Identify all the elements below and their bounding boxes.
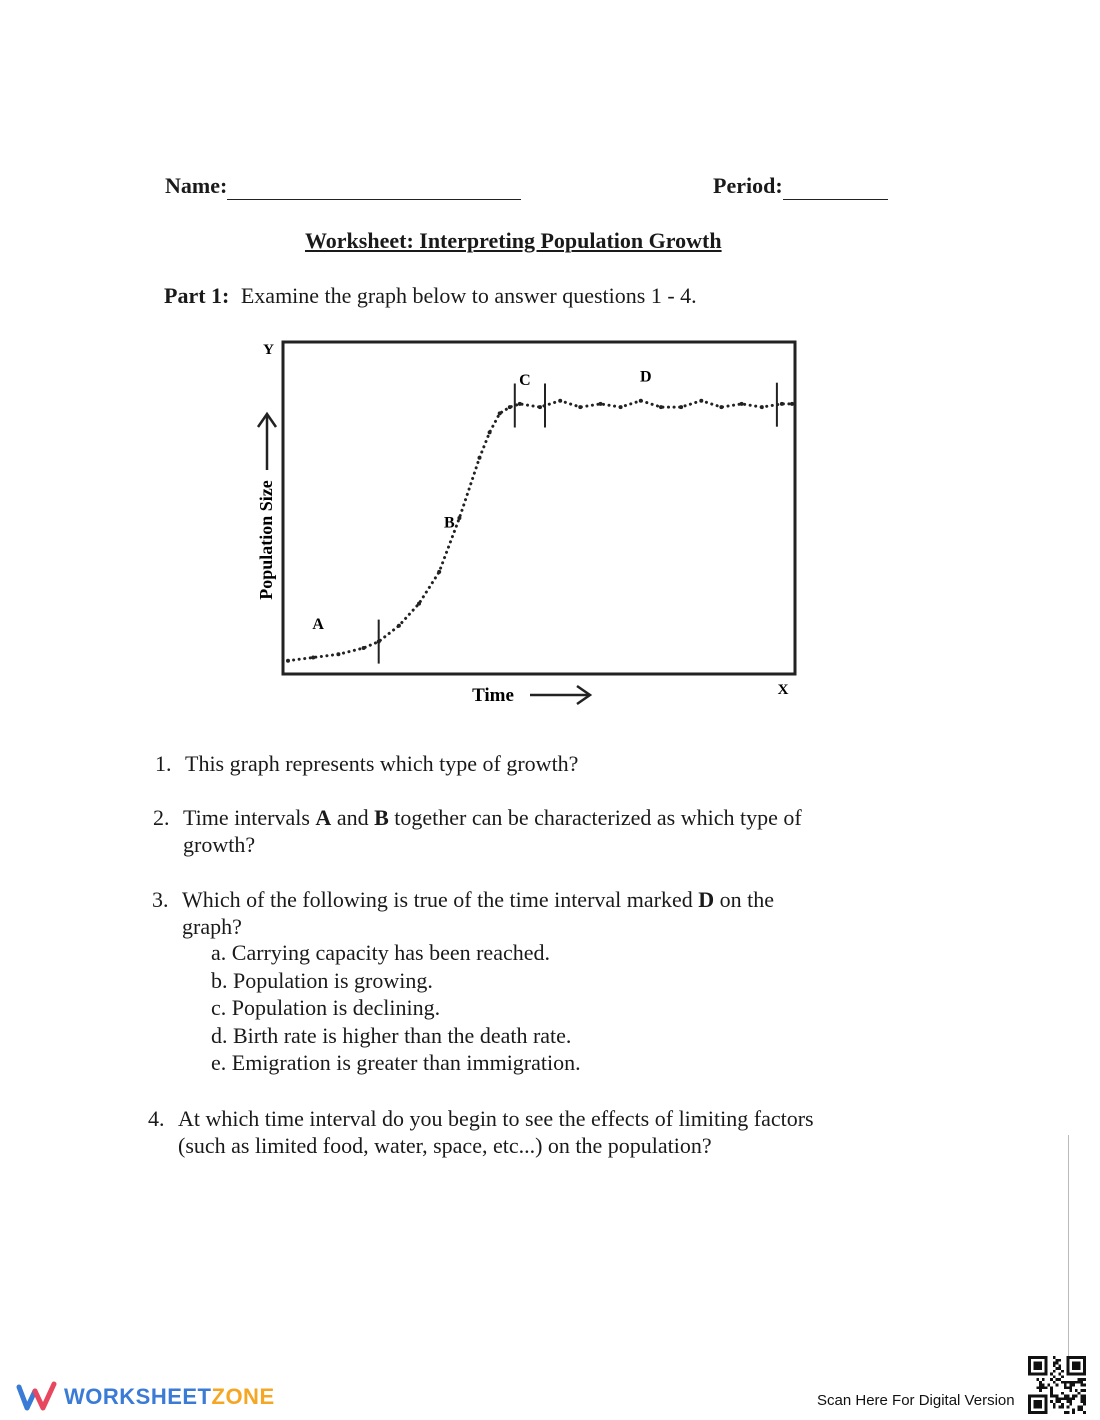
- answer-option: d. Birth rate is higher than the death rate.: [211, 1022, 572, 1048]
- y-axis-title: Population Size: [256, 480, 276, 600]
- qr-module: [1061, 1392, 1064, 1395]
- qr-module: [1083, 1400, 1086, 1403]
- question-3: [152, 886, 872, 942]
- qr-module: [1080, 1378, 1083, 1381]
- question-number: 1.: [155, 751, 172, 776]
- qr-module: [1067, 1397, 1070, 1400]
- qr-module: [1080, 1381, 1083, 1384]
- qr-module: [1058, 1373, 1061, 1376]
- qr-module: [1067, 1381, 1070, 1384]
- qr-module: [1067, 1411, 1070, 1414]
- qr-module: [1053, 1403, 1056, 1406]
- question-text-run: graph?: [182, 914, 242, 939]
- answer-option: e. Emigration is greater than immigration.: [211, 1050, 581, 1075]
- population-curve: [286, 399, 794, 663]
- qr-module: [1045, 1386, 1048, 1389]
- series-line: [288, 401, 792, 661]
- qr-module: [1042, 1378, 1045, 1381]
- qr-module: [1083, 1395, 1086, 1398]
- qr-module: [1050, 1378, 1053, 1381]
- qr-module: [1042, 1384, 1045, 1387]
- scan-margin-line: [1068, 1135, 1069, 1365]
- qr-module: [1056, 1384, 1059, 1387]
- qr-module: [1075, 1389, 1078, 1392]
- qr-module: [1067, 1400, 1070, 1403]
- qr-module: [1053, 1370, 1056, 1373]
- name-blank-line[interactable]: [227, 173, 521, 200]
- qr-module: [1056, 1378, 1059, 1381]
- name-label: Name:: [165, 173, 228, 198]
- x-axis-arrow: [530, 686, 590, 704]
- qr-module: [1036, 1378, 1039, 1381]
- qr-module: [1080, 1406, 1083, 1409]
- qr-module: [1050, 1400, 1053, 1403]
- period-field[interactable]: [713, 173, 888, 200]
- question-text: [185, 750, 578, 777]
- qr-module: [1058, 1406, 1061, 1409]
- qr-module: [1064, 1384, 1067, 1387]
- qr-module: [1053, 1395, 1056, 1398]
- question-text-run: and: [331, 805, 375, 830]
- qr-module: [1053, 1375, 1056, 1378]
- qr-module: [1042, 1386, 1045, 1389]
- qr-module: [1072, 1397, 1075, 1400]
- qr-module: [1069, 1389, 1072, 1392]
- qr-module: [1072, 1381, 1075, 1384]
- qr-module: [1072, 1408, 1075, 1411]
- qr-module: [1056, 1359, 1059, 1362]
- qr-module: [1064, 1381, 1067, 1384]
- qr-module: [1056, 1395, 1059, 1398]
- question-2: [153, 804, 873, 860]
- qr-module: [1067, 1395, 1070, 1398]
- qr-module: [1058, 1378, 1061, 1381]
- qr-module: [1083, 1403, 1086, 1406]
- qr-module: [1072, 1395, 1075, 1398]
- qr-module: [1058, 1397, 1061, 1400]
- qr-module: [1069, 1400, 1072, 1403]
- qr-module: [1083, 1397, 1086, 1400]
- x-axis-letter: X: [777, 682, 789, 698]
- question-number: 3.: [152, 887, 169, 912]
- qr-module: [1083, 1378, 1086, 1381]
- qr-module: [1061, 1403, 1064, 1406]
- part1-instruction: Examine the graph below to answer questions 1 - 4.: [240, 283, 697, 308]
- answer-option: c. Population is declining.: [211, 995, 441, 1020]
- qr-module: [1050, 1386, 1053, 1389]
- qr-module: [1056, 1400, 1059, 1403]
- question-number: 2.: [153, 805, 170, 830]
- qr-module: [1064, 1411, 1067, 1414]
- qr-module: [1061, 1397, 1064, 1400]
- qr-module: [1058, 1367, 1061, 1370]
- qr-module: [1064, 1397, 1067, 1400]
- qr-module: [1058, 1400, 1061, 1403]
- qr-module: [1080, 1408, 1083, 1411]
- qr-module: [1058, 1364, 1061, 1367]
- qr-module: [1069, 1397, 1072, 1400]
- qr-module: [1061, 1406, 1064, 1409]
- qr-module: [1039, 1381, 1042, 1384]
- qr-module: [1072, 1411, 1075, 1414]
- question-text: [183, 804, 802, 858]
- question-4: [148, 1105, 888, 1161]
- qr-module: [1061, 1370, 1064, 1373]
- question-number: 4.: [148, 1106, 165, 1131]
- qr-module: [1069, 1403, 1072, 1406]
- qr-module: [1034, 1362, 1042, 1370]
- qr-module: [1056, 1397, 1059, 1400]
- qr-module: [1036, 1386, 1039, 1389]
- qr-module: [1078, 1406, 1081, 1409]
- question-text-run: This graph represents which type of growth?: [185, 751, 579, 776]
- scan-here-text: Scan Here For Digital Version: [817, 1392, 1015, 1409]
- interval-label-d: D: [640, 368, 652, 386]
- population-growth-chart: [250, 330, 810, 720]
- question-text-run: growth?: [183, 832, 256, 857]
- qr-module: [1061, 1375, 1064, 1378]
- x-axis-title: Time: [472, 685, 514, 706]
- qr-module: [1056, 1367, 1059, 1370]
- qr-module: [1061, 1381, 1064, 1384]
- answer-option: b. Population is growing.: [211, 967, 433, 993]
- question-bold-term: B: [374, 805, 389, 830]
- qr-module: [1078, 1408, 1081, 1411]
- qr-module: [1039, 1386, 1042, 1389]
- question-text: [178, 1105, 814, 1159]
- question-text-run: At which time interval do you begin to see the effects of limiting factors: [178, 1106, 814, 1131]
- interval-label-c: C: [519, 371, 531, 389]
- qr-module: [1078, 1381, 1081, 1384]
- qr-module: [1080, 1389, 1083, 1392]
- qr-module: [1080, 1395, 1083, 1398]
- qr-module: [1064, 1386, 1067, 1389]
- interval-markers: [379, 383, 777, 664]
- question-text-run: Which of the following is true of the time interval marked: [182, 887, 699, 912]
- qr-module: [1064, 1395, 1067, 1398]
- worksheetzone-logo[interactable]: [16, 1380, 275, 1414]
- logo-wordmark: [64, 1384, 275, 1410]
- question-bold-term: A: [315, 805, 332, 830]
- qr-module: [1080, 1400, 1083, 1403]
- qr-module: [1050, 1373, 1053, 1376]
- qr-module: [1053, 1356, 1056, 1359]
- y-axis-arrow: [258, 414, 276, 470]
- qr-module: [1069, 1381, 1072, 1384]
- period-blank-line[interactable]: [783, 173, 888, 200]
- data-point: [790, 402, 794, 406]
- part1-label: Part 1:: [164, 283, 230, 308]
- part1-heading: [164, 283, 697, 309]
- qr-module: [1050, 1389, 1053, 1392]
- worksheetzone-logo-icon: [16, 1381, 58, 1413]
- qr-module: [1083, 1384, 1086, 1387]
- qr-module: [1053, 1406, 1056, 1409]
- qr-module: [1050, 1392, 1053, 1395]
- interval-label-a: A: [312, 616, 324, 633]
- question-text-run: Time intervals: [183, 805, 316, 830]
- qr-module: [1080, 1397, 1083, 1400]
- worksheet-title: Worksheet: Interpreting Population Growth: [305, 228, 722, 253]
- qr-module: [1050, 1395, 1053, 1398]
- question-text-run: on the: [714, 887, 775, 912]
- qr-code-icon[interactable]: [1028, 1356, 1086, 1414]
- question-3-options: [211, 939, 581, 1077]
- logo-text-zone: ZONE: [211, 1384, 275, 1409]
- period-label: Period:: [713, 173, 783, 198]
- question-text-run: together can be characterized as which type of: [388, 805, 802, 830]
- qr-module: [1069, 1384, 1072, 1387]
- qr-module: [1058, 1359, 1061, 1362]
- qr-module: [1083, 1389, 1086, 1392]
- qr-module: [1083, 1411, 1086, 1414]
- qr-module: [1078, 1392, 1081, 1395]
- qr-module: [1072, 1384, 1075, 1387]
- qr-module: [1075, 1395, 1078, 1398]
- qr-module: [1053, 1381, 1056, 1384]
- qr-module: [1080, 1384, 1083, 1387]
- question-text-run: (such as limited food, water, space, etc...) on the population?: [178, 1133, 712, 1158]
- qr-module: [1075, 1381, 1078, 1384]
- question-bold-term: D: [698, 887, 715, 912]
- qr-module: [1056, 1362, 1059, 1365]
- question-text: [182, 886, 774, 940]
- qr-module: [1072, 1362, 1080, 1370]
- qr-module: [1039, 1389, 1042, 1392]
- qr-module: [1034, 1400, 1042, 1408]
- interval-label-b: B: [443, 514, 455, 532]
- qr-module: [1069, 1386, 1072, 1389]
- logo-text-worksheet: WORKSHEET: [64, 1384, 212, 1409]
- y-axis-letter: Y: [263, 342, 274, 358]
- answer-option: a. Carrying capacity has been reached.: [211, 940, 550, 965]
- interval-labels: [312, 369, 651, 633]
- qr-module: [1078, 1378, 1081, 1381]
- qr-module: [1053, 1364, 1056, 1367]
- qr-module: [1067, 1386, 1070, 1389]
- qr-module: [1047, 1384, 1050, 1387]
- qr-module: [1067, 1406, 1070, 1409]
- qr-module: [1039, 1384, 1042, 1387]
- plot-frame: [283, 342, 795, 674]
- qr-module: [1053, 1362, 1056, 1365]
- name-field[interactable]: [165, 173, 521, 200]
- question-1: [155, 750, 875, 780]
